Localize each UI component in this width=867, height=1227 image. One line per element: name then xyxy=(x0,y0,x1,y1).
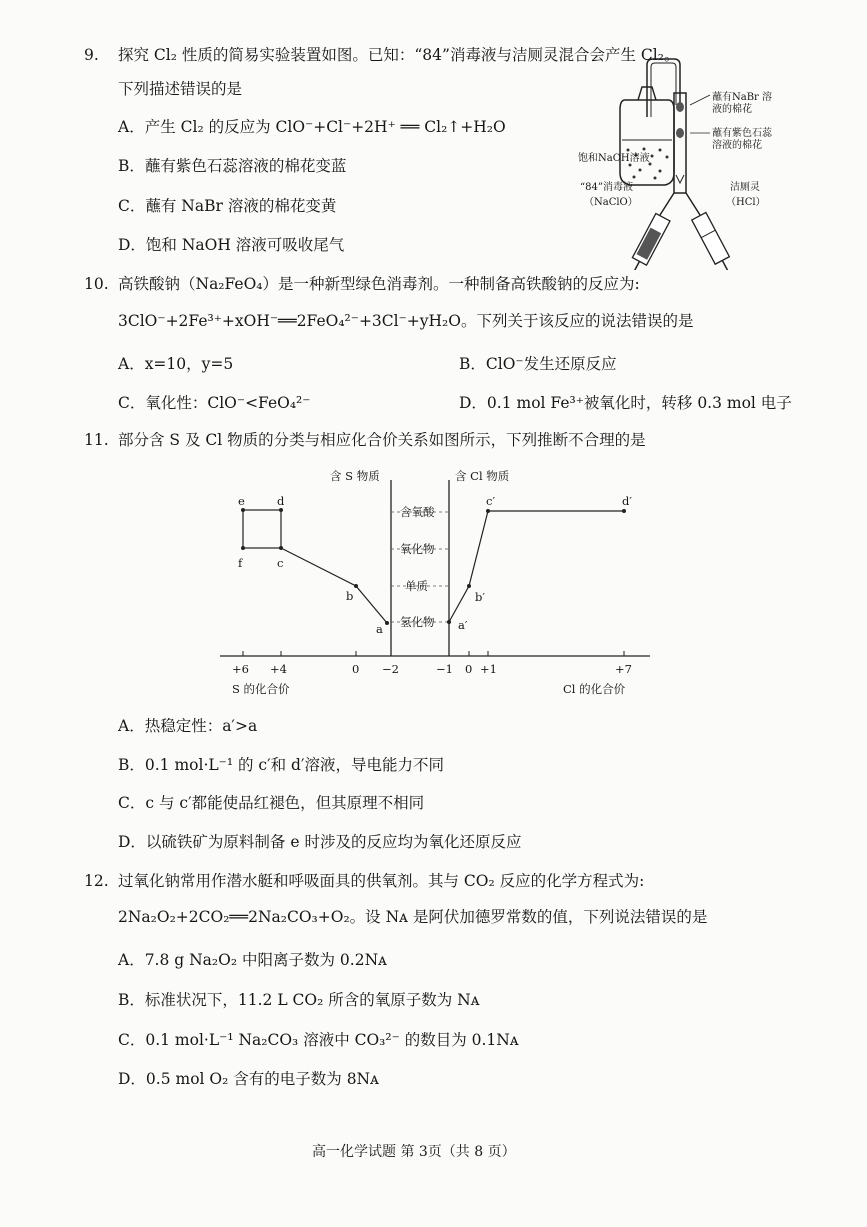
point-b xyxy=(354,584,358,588)
s-tick-plus6: +6 xyxy=(232,662,249,676)
label-d-prime: d′ xyxy=(622,494,632,508)
label-c-prime: c′ xyxy=(486,494,496,508)
s-tick-minus2: −2 xyxy=(382,662,399,676)
q9-option-d: D．饱和 NaOH 溶液可吸收尾气 xyxy=(118,236,345,254)
q11-option-d: D．以硫铁矿为原料制备 e 时涉及的反应均为氧化还原反应 xyxy=(118,833,522,851)
label-a-prime: a′ xyxy=(458,618,468,632)
category-hydride: 氢化物 xyxy=(400,615,435,629)
s-tick-plus4: +4 xyxy=(270,662,287,676)
disinfectant-formula-label: （NaClO） xyxy=(584,197,638,208)
q12-stem-2: 2Na₂O₂+2CO₂══2Na₂CO₃+O₂。设 Nᴀ 是阿伏加德罗常数的值，下列说法错误的是 xyxy=(118,908,708,926)
q12-number: 12. xyxy=(84,872,109,890)
page-footer: 高一化学试题 第 3页（共 8 页） xyxy=(312,1144,516,1160)
cl-tick-plus7: +7 xyxy=(615,662,632,676)
s-tick-0: 0 xyxy=(352,662,360,676)
q10-number: 10. xyxy=(84,275,109,293)
q11-number: 11. xyxy=(84,431,109,449)
q11-option-c: C．c 与 c′都能使品红褪色，但其原理不相同 xyxy=(118,794,425,812)
label-c: c xyxy=(277,556,284,570)
q12-option-a: A．7.8 g Na₂O₂ 中阳离子数为 0.2Nᴀ xyxy=(118,951,387,969)
q10-stem-2: 3ClO⁻+2Fe³⁺+xOH⁻══2FeO₄²⁻+3Cl⁻+yH₂O。下列关于该反应的说法错误的是 xyxy=(118,312,694,330)
cl-tick-minus1: −1 xyxy=(436,662,453,676)
label-b-prime: b′ xyxy=(475,590,485,604)
q10-option-c: C．氧化性：ClO⁻<FeO₄²⁻ xyxy=(118,394,311,412)
cleaner-formula-label: （HCl） xyxy=(726,197,766,208)
q11-option-a: A．热稳定性：a′>a xyxy=(118,717,258,735)
q9-option-b: B．蘸有紫色石蕊溶液的棉花变蓝 xyxy=(118,157,347,175)
q10-option-d: D．0.1 mol Fe³⁺被氧化时，转移 0.3 mol 电子 xyxy=(459,394,792,412)
category-element: 单质 xyxy=(405,579,428,593)
label-d: d xyxy=(277,494,285,508)
q9-stem-2: 下列描述错误的是 xyxy=(118,80,243,98)
point-a-prime xyxy=(447,620,451,624)
q9-number: 9. xyxy=(84,46,99,64)
label-b: b xyxy=(346,589,354,603)
naoh-solution-label: 饱和NaOH溶液 xyxy=(578,153,650,164)
disinfectant-label: “84”消毒液 xyxy=(580,182,633,193)
cl-tick-0: 0 xyxy=(465,662,473,676)
q9-option-a: A．产生 Cl₂ 的反应为 ClO⁻+Cl⁻+2H⁺ ══ Cl₂↑+H₂O xyxy=(118,118,506,136)
q12-option-d: D．0.5 mol O₂ 含有的电子数为 8Nᴀ xyxy=(118,1070,379,1088)
s-xlabel: S 的化合价 xyxy=(232,682,290,696)
q11-option-b: B．0.1 mol·L⁻¹ 的 c′和 d′溶液，导电能力不同 xyxy=(118,756,444,774)
q11-stem: 部分含 S 及 Cl 物质的分类与相应化合价关系如图所示，下列推断不合理的是 xyxy=(118,431,646,449)
label-e: e xyxy=(238,494,245,508)
point-b-prime xyxy=(467,584,471,588)
q12-stem: 过氧化钠常用作潜水艇和呼吸面具的供氧剂。其与 CO₂ 反应的化学方程式为: xyxy=(118,872,645,890)
q10-stem: 高铁酸钠（Na₂FeO₄）是一种新型绿色消毒剂。一种制备高铁酸钠的反应为: xyxy=(118,275,640,293)
label-f: f xyxy=(238,556,243,570)
q9-stem: 探究 Cl₂ 性质的简易实验装置如图。已知：“84”消毒液与洁厕灵混合会产生 Cl₂。 xyxy=(118,46,680,64)
s-line-c-b-a xyxy=(281,548,387,623)
point-a xyxy=(385,621,389,625)
label-a: a xyxy=(376,622,383,636)
category-oxide: 氧化物 xyxy=(400,542,435,556)
point-c xyxy=(279,546,283,550)
q9-option-c: C．蘸有 NaBr 溶液的棉花变黄 xyxy=(118,197,337,215)
litmus-cotton-label: 蘸有紫色石蕊 溶液的棉花 xyxy=(712,128,772,151)
cl-axis-title: 含 Cl 物质 xyxy=(455,469,510,483)
q12-option-c: C．0.1 mol·L⁻¹ Na₂CO₃ 溶液中 CO₃²⁻ 的数目为 0.1Nᴀ xyxy=(118,1031,519,1049)
cleaner-label: 洁厕灵 xyxy=(730,182,760,193)
category-oxyacid: 含氧酸 xyxy=(400,505,435,519)
cl-xlabel: Cl 的化合价 xyxy=(563,682,626,696)
q10-option-b: B．ClO⁻发生还原反应 xyxy=(459,355,617,373)
s-square-e-d-f-c xyxy=(243,510,281,548)
q10-option-a: A．x=10，y=5 xyxy=(118,355,234,373)
s-axis-title: 含 S 物质 xyxy=(330,469,380,483)
point-f xyxy=(241,546,245,550)
nabr-cotton-label: 蘸有NaBr 溶液的棉花 xyxy=(712,92,773,115)
cl-tick-plus1: +1 xyxy=(480,662,497,676)
q12-option-b: B．标准状况下，11.2 L CO₂ 所含的氧原子数为 Nᴀ xyxy=(118,991,480,1009)
